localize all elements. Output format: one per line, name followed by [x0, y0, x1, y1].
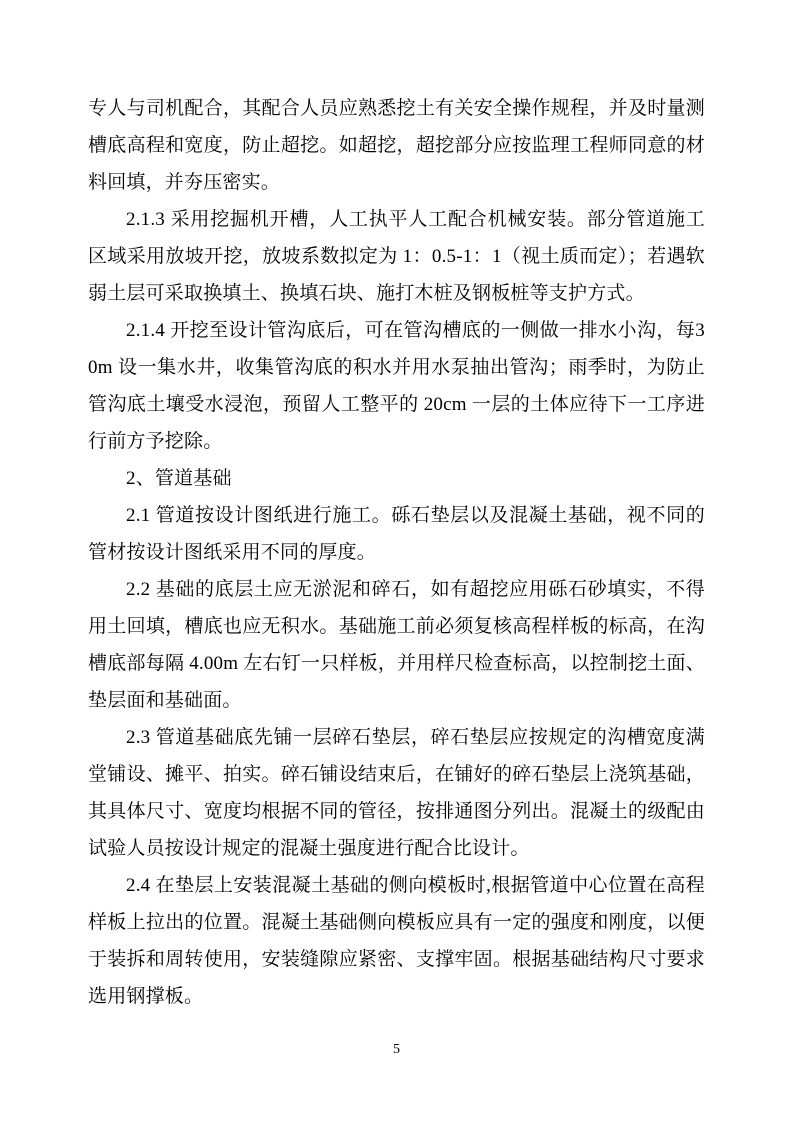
- paragraph-continuation: 专人与司机配合，其配合人员应熟悉挖土有关安全操作规程，并及时量测槽底高程和宽度，防止超挖。如超挖，超挖部分应按监理工程师同意的材料回填，并夯压密实。: [88, 98, 705, 193]
- page-number: 5: [393, 1042, 400, 1057]
- document-body: [88, 90, 705, 1015]
- paragraph-2-4: 2.4 在垫层上安装混凝土基础的侧向模板时,根据管道中心位置在高程样板上拉出的位置。混凝土基础侧向模板应具有一定的强度和刚度，以便于装拆和周转使用，安装缝隙应紧密、支撑牢固。根据基础结构尺寸要求选用钢撑板。: [88, 875, 705, 1007]
- heading-section-2: 2、管道基础: [126, 468, 232, 489]
- paragraph-2-1: 2.1 管道按设计图纸进行施工。砾石垫层以及混凝土基础，视不同的管材按设计图纸采用不同的厚度。: [88, 505, 705, 563]
- paragraph-2-3: 2.3 管道基础底先铺一层碎石垫层，碎石垫层应按规定的沟槽宽度满堂铺设、摊平、拍实。碎石铺设结束后，在铺好的碎石垫层上浇筑基础，其具体尺寸、宽度均根据不同的管径，按排通图分列出。混凝土的级配由试验人员按设计规定的混凝土强度进行配合比设计。: [88, 727, 705, 859]
- paragraph-2-2: 2.2 基础的底层土应无淤泥和碎石，如有超挖应用砾石砂填实，不得用土回填，槽底也应无积水。基础施工前必须复核高程样板的标高，在沟槽底部每隔 4.00m 左右钉一只样板，并用样尺检查标高，以控制挖土面、垫层面和基础面。: [88, 579, 705, 711]
- page-footer: [0, 1042, 793, 1058]
- paragraph-2-1-4: 2.1.4 开挖至设计管沟底后，可在管沟槽底的一侧做一排水小沟，每30m 设一集水井，收集管沟底的积水并用水泵抽出管沟；雨季时，为防止管沟底土壤受水浸泡，预留人工整平的 20cm 一层的土体应待下一工序进行前方予挖除。: [88, 320, 705, 452]
- paragraph-2-1-3: 2.1.3 采用挖掘机开槽，人工执平人工配合机械安装。部分管道施工区域采用放坡开挖，放坡系数拟定为 1：0.5-1：1（视土质而定）；若遇软弱土层可采取换填土、换填石块、施打木桩及钢板桩等支护方式。: [88, 209, 705, 304]
